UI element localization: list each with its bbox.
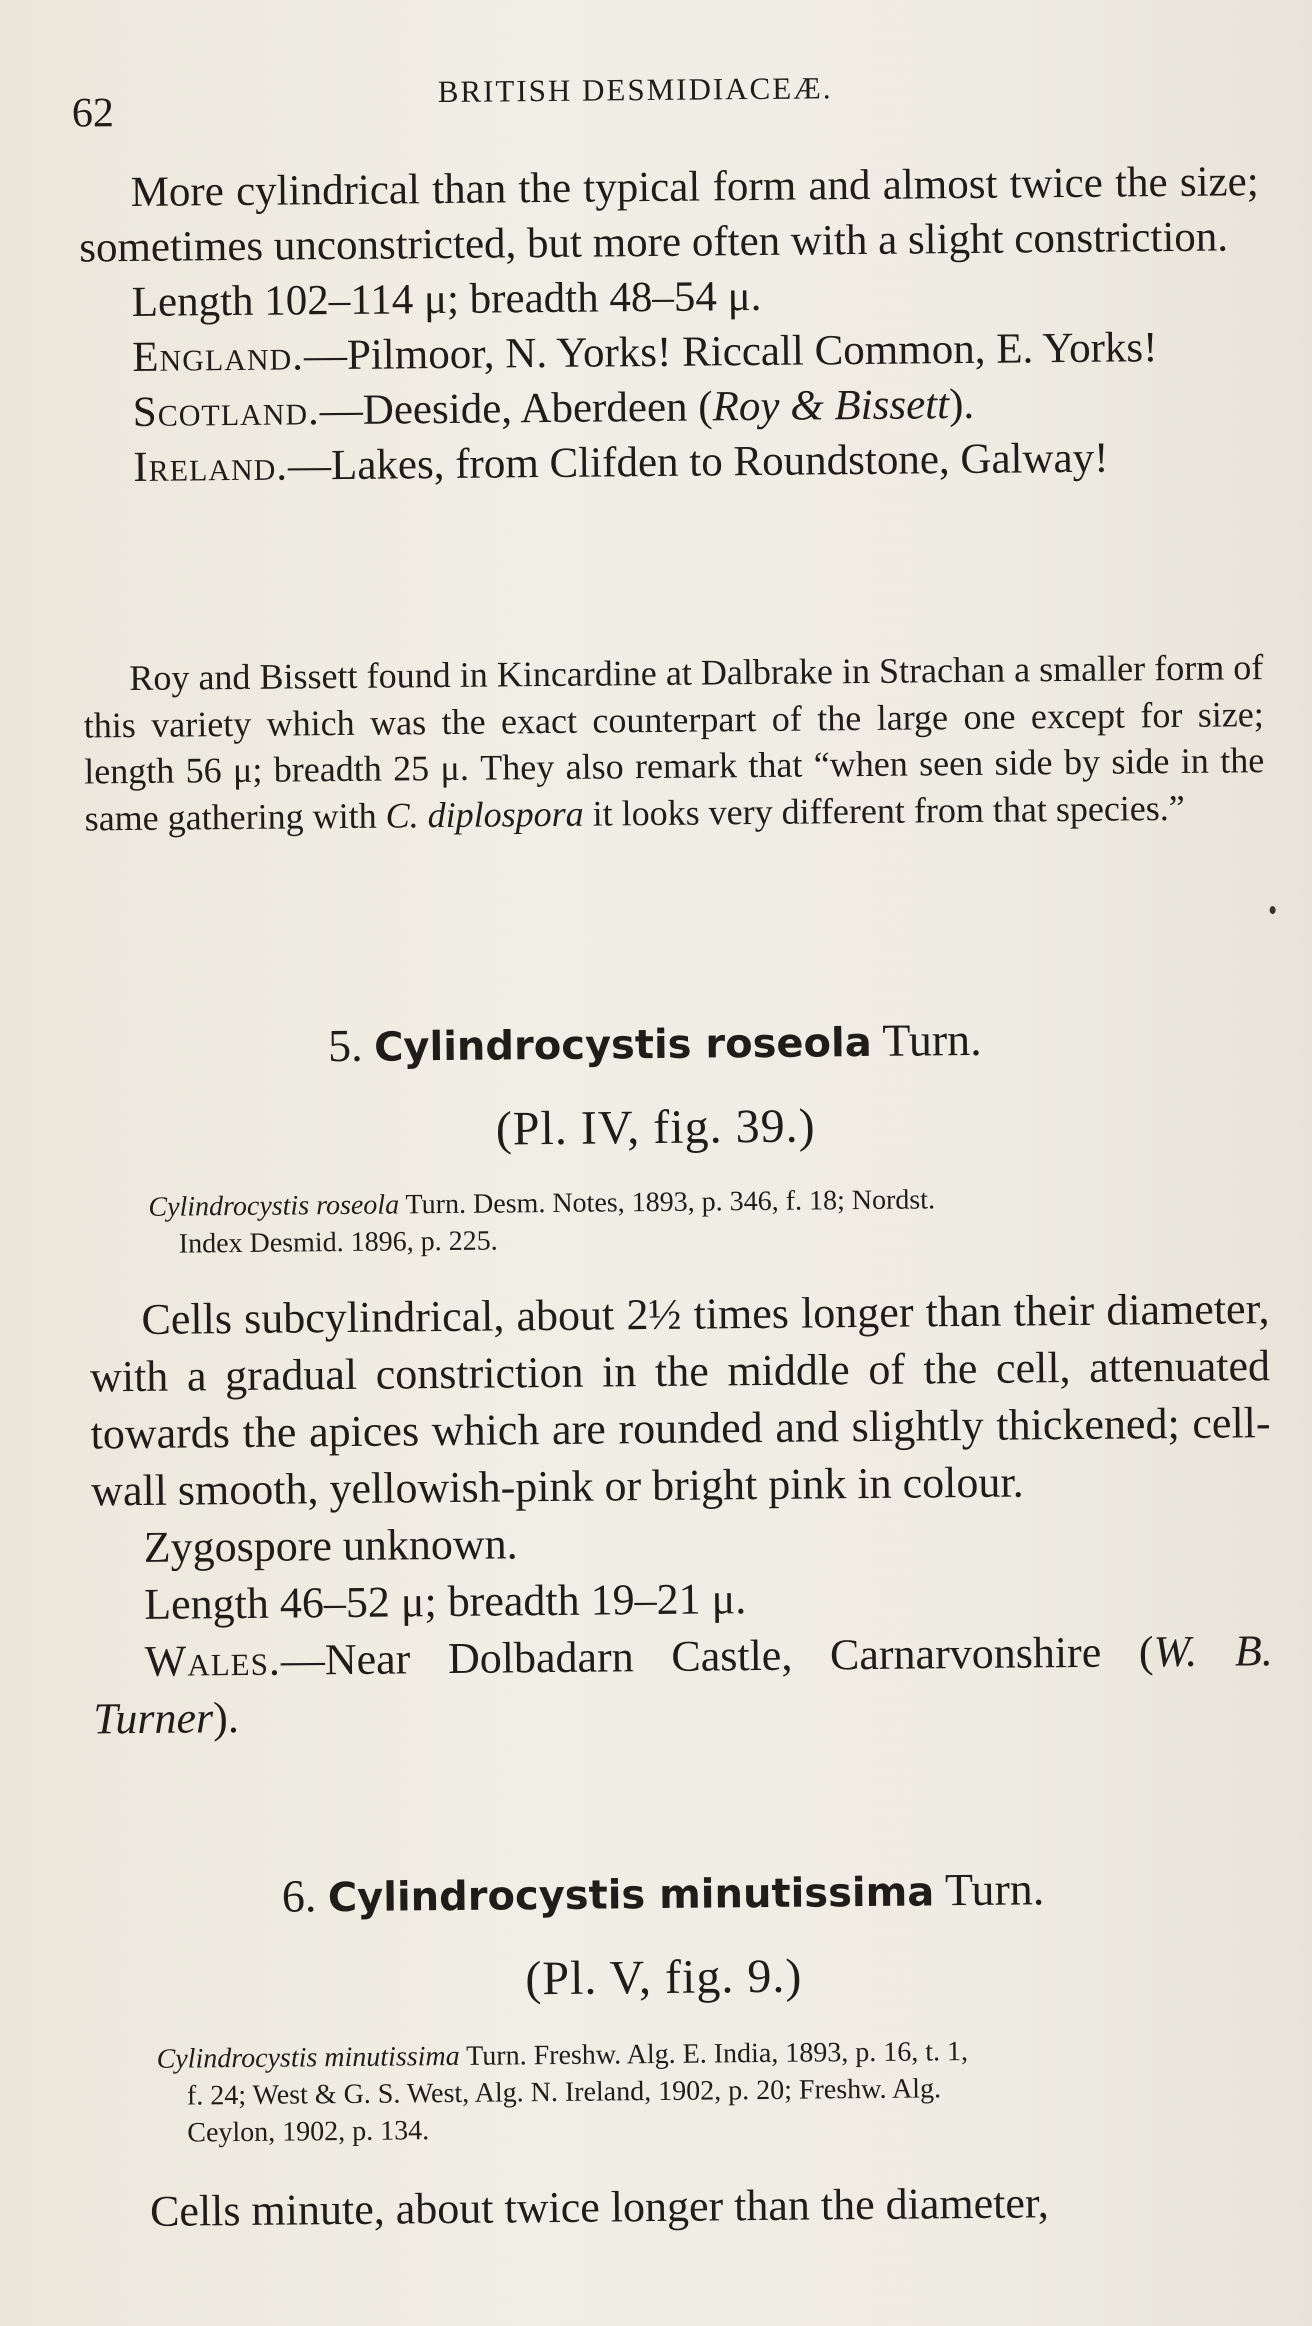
note-text: Roy and Bissett found in Kincardine at Dalbrake in Strachan a smaller form of this variety which was the exact counterpart of the large one except for size; length 56 μ; breadth 25 μ. They also remark that “when seen side by side in the same gathering with (83, 647, 1265, 838)
region-label-ireland: Ireland. (133, 442, 289, 491)
scotland-authors: Roy & Bissett (712, 381, 950, 431)
locality-wales-text: —Near Dolbadarn Castle, Carnarvonshire ( (280, 1627, 1154, 1685)
plate-reference-6: (Pl. V, fig. 9.) (525, 1949, 803, 2006)
plate-reference-5: (Pl. IV, fig. 39.) (495, 1099, 816, 1156)
running-head: BRITISH DESMIDIACEÆ. (437, 70, 833, 110)
citation-text: Turn. Desm. Notes, 1893, p. 346, f. 18; Nordst. (398, 1184, 936, 1221)
scotland-close: ). (948, 380, 975, 429)
locality-wales (93, 1622, 1274, 1747)
citation-line-2: Index Desmid. 1896, p. 225. (178, 1225, 498, 1260)
print-speck (1270, 906, 1276, 914)
species-description: Cells minute, about twice longer than the diameter, (149, 2178, 1050, 2236)
citation-line-3: Ceylon, 1902, p. 134. (187, 2115, 430, 2149)
species-dimensions: Length 46–52 μ; breadth 19–21 μ. (144, 1574, 747, 1629)
region-label-england: England. (132, 332, 305, 381)
page-number: 62 (71, 90, 115, 137)
species-description: Cells subcylindrical, about 2½ times longer than their diameter, with a gradual constriction in the middle of the cell, attenuated towards the apices which are rounded and slightly thickened; cell-wall smooth, yellowish-pink or bright pink in colour. (89, 1284, 1271, 1516)
region-label-wales: Wales. (144, 1635, 282, 1686)
citation-species: Cylindrocystis roseola (148, 1189, 400, 1223)
locality-england (80, 319, 1260, 385)
species-heading-6 (7, 1860, 1312, 1926)
citation-species: Cylindrocystis minutissima (156, 2040, 460, 2075)
variety-continuation (78, 154, 1261, 495)
citation-6 (156, 2030, 1277, 2152)
species-name: Cylindrocystis roseola (373, 1019, 872, 1071)
species-author: Turn. (944, 1863, 1045, 1916)
note-species: C. diplospora (385, 793, 584, 836)
citation-text: Turn. Freshw. Alg. E. India, 1893, p. 16, t. 1, (459, 2036, 969, 2072)
species-number: 6. (281, 1870, 317, 1922)
species-number: 5. (327, 1019, 363, 1072)
variety-note (83, 644, 1265, 841)
locality-england-text: —Pilmoor, N. Yorks! Riccall Common, E. Yorks! (303, 324, 1158, 380)
citation-5 (148, 1178, 1269, 1263)
species-name: Cylindrocystis minutissima (327, 1869, 935, 1922)
wales-close: ). (212, 1693, 240, 1743)
variety-description: More cylindrical than the typical form and almost twice the size; sometimes unconstricted, but more often with a slight constriction. (78, 158, 1259, 272)
species-heading-5 (0, 1010, 1311, 1076)
locality-ireland (81, 429, 1261, 495)
species-5-body (89, 1280, 1273, 1747)
zygospore-note: Zygospore unknown. (143, 1519, 518, 1572)
locality-ireland-text: —Lakes, from Clifden to Roundstone, Galway! (287, 434, 1109, 490)
note-paragraph (83, 644, 1265, 841)
variety-dimensions: Length 102–114 μ; breadth 48–54 μ. (131, 272, 762, 326)
citation-line-2: f. 24; West & G. S. West, Alg. N. Ireland, 1902, p. 20; Freshw. Alg. (186, 2073, 942, 2112)
note-text-end: it looks very different from that species.” (583, 787, 1185, 834)
locality-scotland-text: —Deeside, Aberdeen ( (319, 383, 713, 435)
species-author: Turn. (882, 1013, 982, 1066)
wales-collector: W. B. Turner (93, 1626, 1273, 1744)
region-label-scotland: Scotland. (132, 387, 321, 436)
species-6-body (98, 2172, 1278, 2240)
